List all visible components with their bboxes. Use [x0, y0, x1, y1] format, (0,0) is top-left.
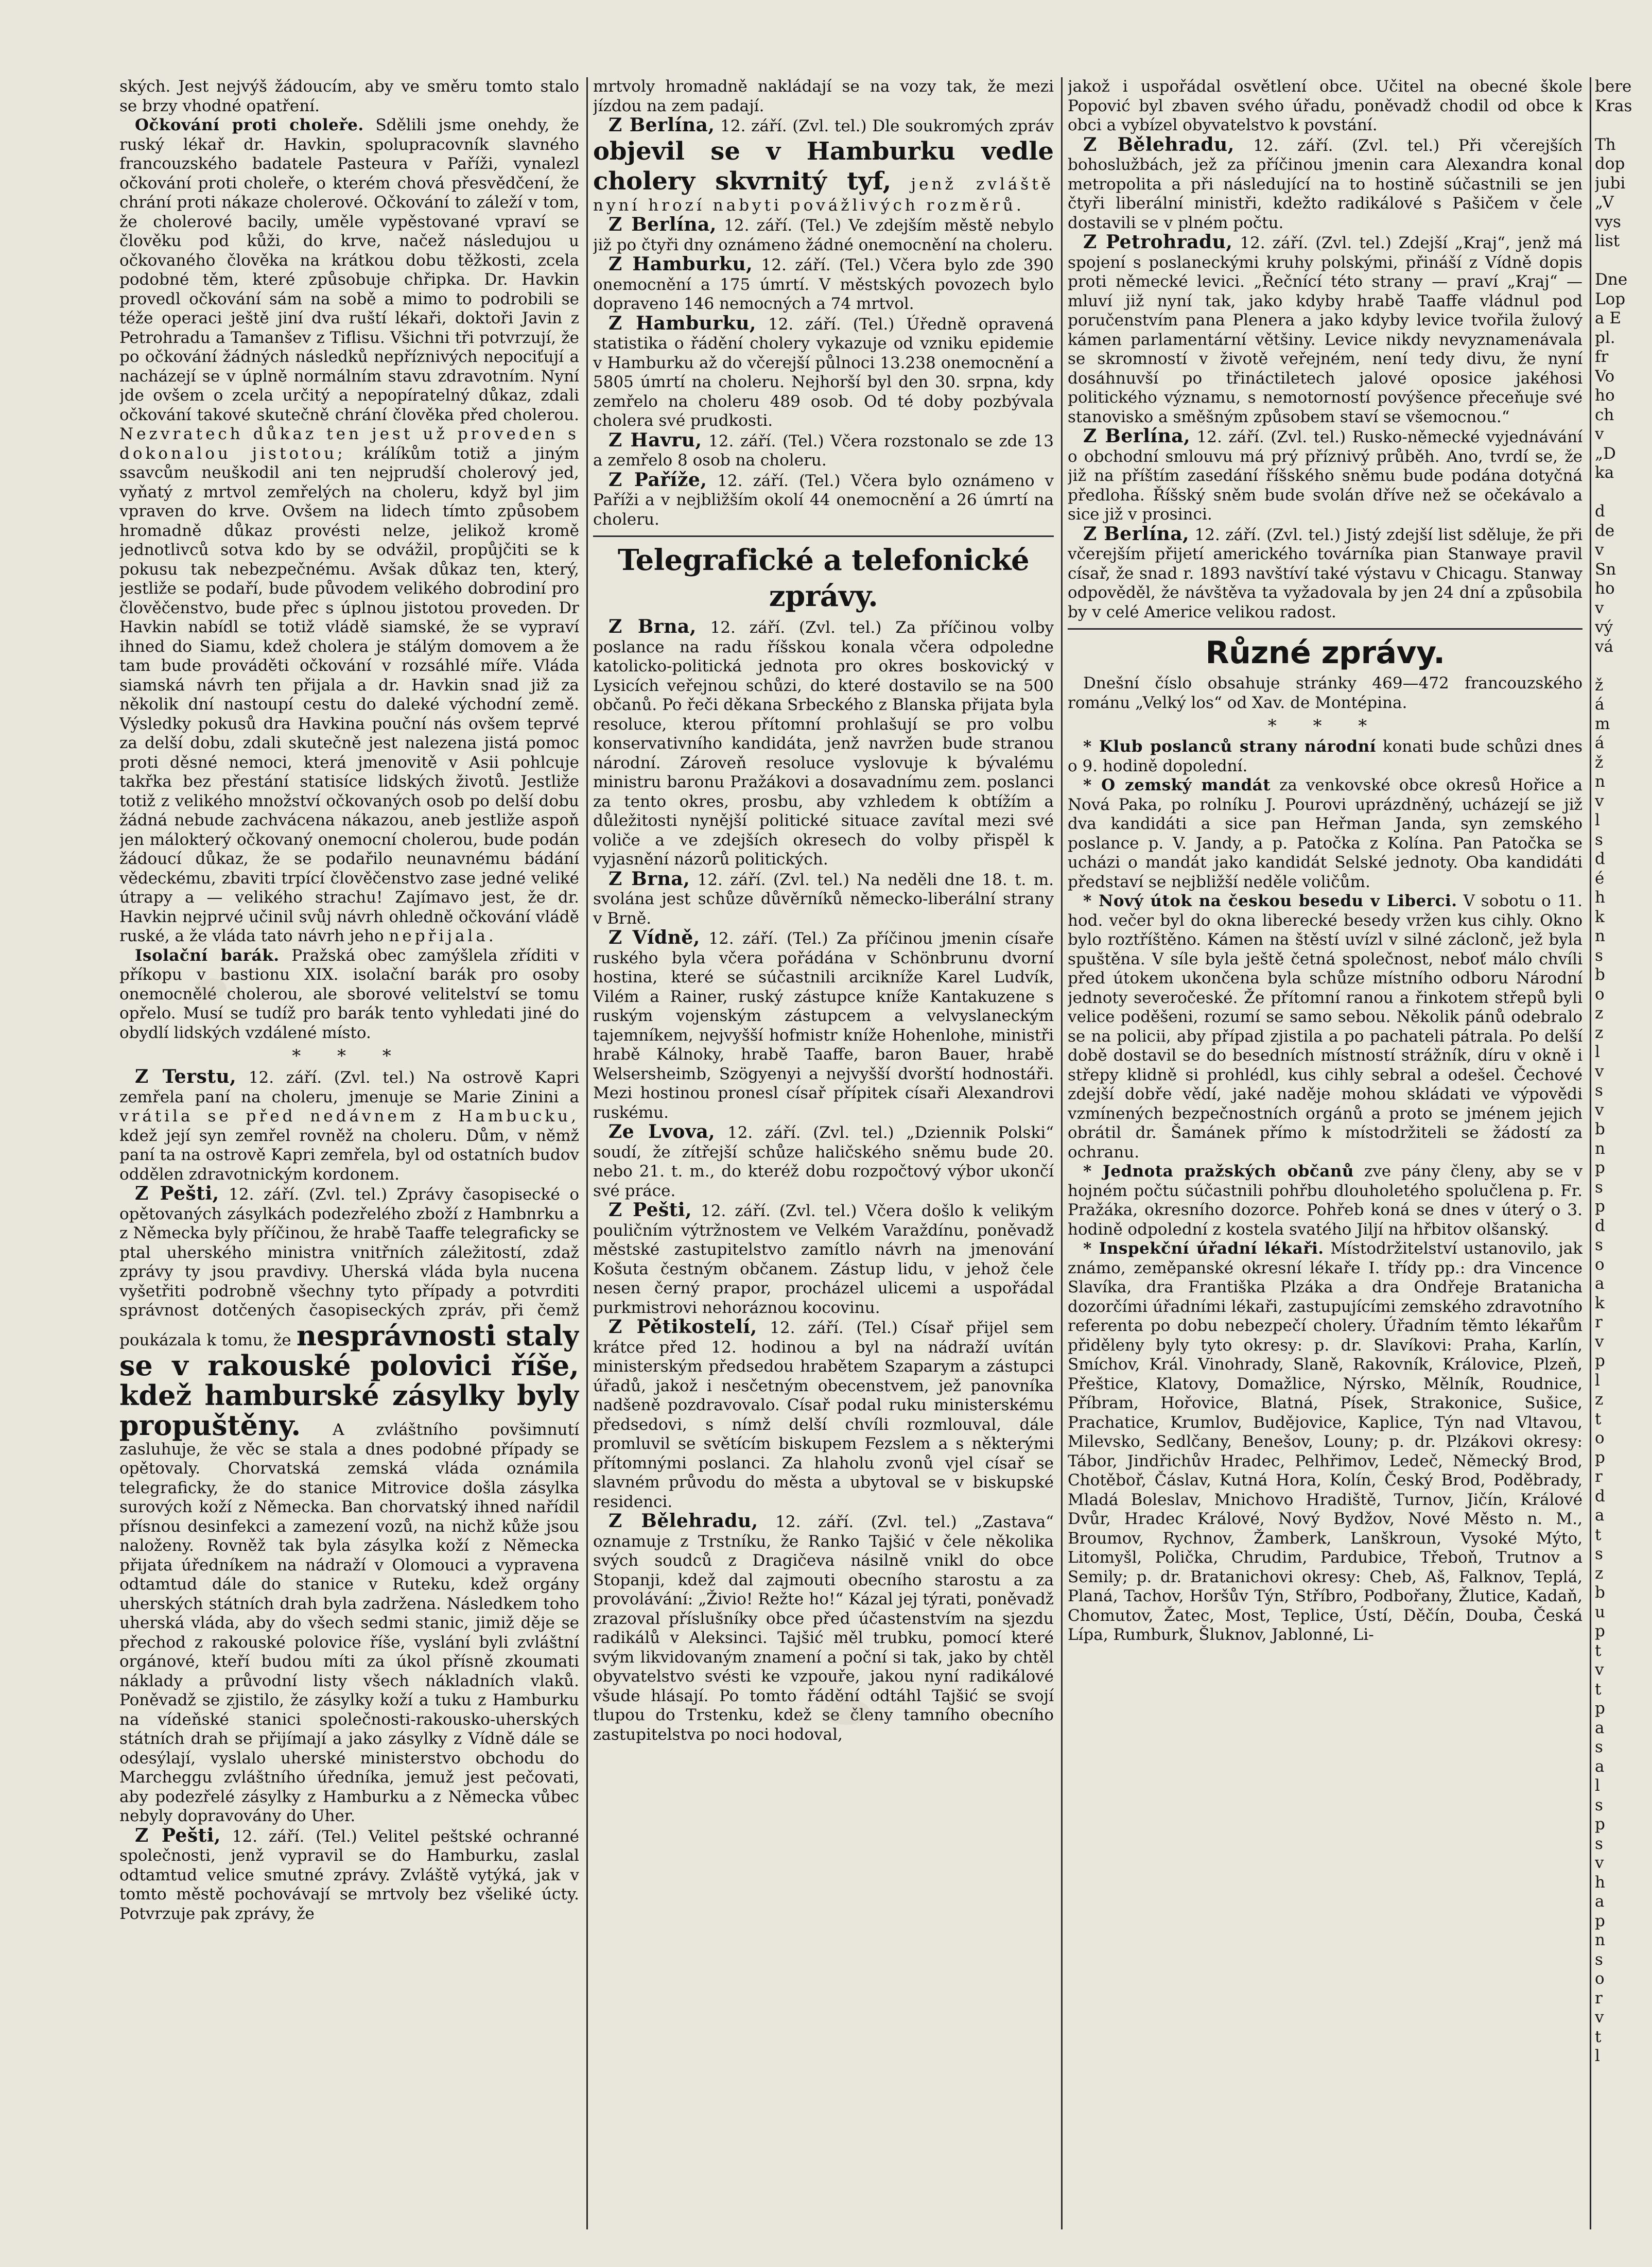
edge-fragment: h [1595, 1873, 1605, 1892]
dispatch-text: 12. září. (Tel.) Velitel peštské ochranné společnosti, jenž vypravil se do Hamburku, zaslal odtamtud velice smutné zprávy. Zvláště vytýká, jak v tomto městě pochovávají se mrtvoly bez všeliké úcty. Potvrzuje pak zprávy, že [119, 1827, 579, 1923]
article-ockovani [119, 116, 579, 946]
edge-fragment: t [1595, 2027, 1602, 2046]
edge-fragment: k [1595, 1293, 1605, 1312]
article-text: Pražská obec zamýšlela zříditi v příkopu v bastionu XIX. isolační barák pro osoby onemocnělé cholerou, ale sborové velitelství se tomu opřelo. Musí se tudíž pro barák tento vyhledati jiné do obydlí lidských vzdálené místo. [119, 946, 579, 1042]
article-isolacni [119, 946, 579, 1043]
edge-fragment [1595, 656, 1652, 676]
edge-fragment: v [1595, 791, 1604, 810]
edge-fragment: p [1595, 1699, 1605, 1718]
article-text: králíkům totiž a jiným ssavcům neuškodil ani ten nejprudší cholerový jed, vyňatý z mrtvol zemřelých na choleru, když byl jim vpraven do krve. Ovšem na lidech tímto způsobem hromadně důkaz provésti nelze, jelikož kromě jednotlivců sotva kdo by se odvážil, propůjčiti se k pokusu tak nebezpečnému. Avšak důkaz ten, který, jestliže se podaří, bude původem velikého dobrodiní pro člověčenstvo, bude přec s úplnou jistotou proveden. Dr Havkin nabídl se totiž vládě siamské, že se vypraví ihned do Siamu, kdež cholera je stálým domovem a že tam bude prováděti očkování v rozsáhlé míře. Vláda siamská návrh ten přijala a dr. Havkin snad již za několik dní nastoupí cestu do daleké východní země. Výsledky pokusů dra Havkina pouční nás ovšem teprvé za delší dobu, zdali skutečně jest nalezena jistá pomoc proti děsné nemoci, která jmenovitě v Asii pohlcuje takřka bez přestání statisíce lidských životů. Jestliže totiž z velikého množství očkovaných osob po delší dobu žádná nebude zachvácena nákazou, aneb jestliže aspoň jen málokterý očkovaný onemocní cholerou, bude podán žádoucí důkaz, že se podařilo neunavnému bádání vědeckému, zbaviti trpící člověčenstvo zase jedné veliké útrapy a — velikého strachu! Zajímavo jest, že dr. Havkin nejprvé učinil svůj návrh ohledně očkování vládě ruské, a že vláda tato návrh jeho [119, 444, 579, 945]
edge-fragment: o [1595, 984, 1605, 1003]
article-text: Sdělili jsme onehdy, že ruský lékař dr. Havkin, spolupracovník slavného francouzského badatele Pasteura v Paříži, vynalezl očkování proti choleře, o kterém chová přesvědčení, že chrání proti nákaze cholerové. Očkování to záleží v tom, že cholerové bacily, uměle vypěstované vpraví se člověku pod kůži, do krve, načež následujou u očkovaného člověka na krátkou dobu těžkosti, zcela podobné těm, které způsobuje chřipka. Dr. Havkin provedl očkování sám na sobě a mimo to podrobili se téže operaci ještě jiní dva ruští lékaři, doktoři Javin z Petrohradu a Tamanšev z Tiflisu. Všichni tři potvrzují, že po očkování žádných následků nepříznivých nepociťují a nacházejí se v úplně normálním stavu zdravotním. Nyní jde ovšem o zcela určitý a nepopíratelný důkaz, zdali očkování takové skutečně chrání člověka před cholerou. [119, 116, 579, 424]
dispatch-text: A zvláštního povšimnutí zasluhuje, že věc se stala a dnes podobné případy se opětovaly. Chorvatská zemská vláda oznámila telegraficky, že do stanice Mitrovice došla zásylka surových koží z Německa. Ban chorvatský ihned nařídil přísnou desinfekci a zamezení vozů, na nichž kůže jsou naloženy. Rovněž tak byla zásylka koží z Německa přijata úředníkem na nádraží v Olomouci a vypravena odtamtud dále do stanice v Ruteku, kdež orgány uherských státních drah byla zadržena. Následkem toho uherská vláda, aby do všech sedmi stanic, jimiž děje se přechod z rakouské polovice říše, vyslání byli zvláštní orgánové, kteří budou míti za úkol přísně zkoumati náklady a průvodní listy všech nákladních vlaků. Poněvadž se zjistilo, že zásylky koží a tuku z Hamburku na vídeňské stanici společnosti-rakousko-uherských státních drah se přijímají a jako zásylky z Vídně dále se odesýlají, vyslalo uherské ministerstvo obchodu do Marcheggu zvláštního úředníka, jemuž jest pečovati, aby podezřelé zásylky z Hamburku a z Německa vůbec nebyly dopravovány do Uher. [119, 1420, 579, 1825]
dispatch-text: 12. září. (Zvl. tel.) Na neděli dne 18. t. m. svolána jest schůze důvěrníků německo-liberální strany v Brně. [593, 870, 1054, 928]
edge-fragment: s [1595, 1738, 1603, 1756]
dispatch-pest-2 [119, 1826, 579, 1924]
edge-fragment: m [1595, 714, 1610, 733]
edge-fragment: Kras [1595, 96, 1632, 115]
edge-fragment: r [1595, 1467, 1603, 1486]
news-heading: * O zemský mandát [1083, 776, 1271, 794]
edge-fragment: u [1595, 1602, 1605, 1621]
dispatch-text: 12. září. (Zvl. tel.) Jistý zdejší list sděluje, že při včerejším přijetí amerického továrníka pian Stanwaye pravil císař, že snad r. 1893 navštíví také výstavu v Chicagu. Stanway odpověděl, že návštěva ta vyžadovala by jen 24 dní a způsobila by v celé Americe velikou radost. [1068, 525, 1583, 621]
edge-fragment: „D [1595, 444, 1616, 463]
dateline: Z Brna, [608, 616, 697, 637]
dispatch-text: 12. září. (Zvl. tel.) „Dziennik Polski“ soudí, že zítřejší schůze haličského sněmu bude 20. nebo 21. t. m., do kteréž dobu rozpočtový výbor ukončí své práce. [593, 1123, 1054, 1200]
edge-fragment: Lop [1595, 289, 1626, 308]
column-rule-1 [586, 77, 588, 2229]
edge-fragment: r [1595, 1313, 1603, 1331]
edge-fragment: t [1595, 1525, 1602, 1544]
edge-fragment: ho [1595, 386, 1615, 405]
dispatch-text: 12. září. (Tel.) Za příčinou jmenin císaře ruského byla včera pořádána v Schönbrunu dvorní hostina, které se súčastnili arcikníže Karel Ludvík, Vilém a Rainer, ruský zástupce kníže Kantakuzene s ruským vojenským zástupcem a velvyslaneckým tajemníkem, nejvyšší hofmistr kníže Hohenlohe, ministři hrabě Kálnoky, hrabě Taaffe, baron Bauer, hrabě Welsersheimb, Szögyenyi a nejvyšší dvorští hodnostáři. Mezi hostinou pronesl císař přípitek císaři Alexandrovi ruskému. [593, 929, 1054, 1122]
edge-fragment: z [1595, 1564, 1604, 1583]
edge-fragment: v [1595, 1660, 1604, 1679]
edge-fragment: ch [1595, 405, 1614, 424]
edge-fragment: t [1595, 1680, 1602, 1699]
notice-roman: Dnešní číslo obsahuje stránky 469—472 francouzského románu „Velký los“ od Xav. de Montépina. [1068, 674, 1583, 712]
edge-fragment: Sn [1595, 560, 1616, 579]
news-lekari [1068, 1239, 1583, 1645]
edge-fragment: v [1595, 425, 1604, 443]
column-rule-3 [1590, 77, 1591, 2229]
dispatch-text: 12. září. (Zvl. tel.) Zprávy časopisecké o opětovaných zásylkách podezřelého zboží z Hambnrku a z Německa byly příčinou, že hrabě Taaffe telegraficky se ptal uherského ministra vnitřních záležitostí, zdaž zprávy ty jsou pravdivy. Uherská vláda byla nucena vyšetřiti podrobně všechny tyto případy a potvrditi správnost dotčených časopiseckých zpráv, při čemž poukázala k tomu, že [119, 1185, 579, 1349]
edge-fragment: n [1595, 927, 1605, 945]
dateline: Z Hamburku, [608, 312, 756, 334]
edge-fragment [1595, 116, 1652, 135]
dateline: Z Bělehradu, [608, 1510, 758, 1532]
spaced-text: vrátila se před nedávnem z Hambucku, [119, 1107, 579, 1126]
news-klub [1068, 737, 1583, 776]
edge-fragment: a [1595, 1274, 1605, 1293]
edge-fragment: s [1595, 830, 1603, 849]
edge-fragment: é [1595, 869, 1605, 888]
column-rule-2 [1061, 77, 1063, 2229]
edge-fragment: z [1595, 1023, 1604, 1042]
edge-fragment: t [1595, 1641, 1602, 1660]
edge-fragment: de [1595, 521, 1615, 540]
edge-fragment: n [1595, 1139, 1605, 1158]
section-stars: * * * [1267, 716, 1383, 736]
dateline: Z Pešti, [608, 1199, 692, 1221]
dateline: Z Terstu, [135, 1066, 237, 1087]
edge-fragment: z [1595, 1390, 1604, 1409]
dateline: Z Pešti, [135, 1183, 219, 1204]
dispatch-text: 12. září. (Tel.) Ve zdejším městě nebylo již po čtyři dny oznámeno žádné onemocnění na choleru. [593, 216, 1054, 254]
edge-fragment: s [1595, 946, 1603, 965]
spaced-text: jenž zvláště nyní hrozí nabyti povážlivých rozměrů. [593, 175, 1054, 215]
edge-fragment: v [1595, 1332, 1604, 1351]
dispatch-text: 12. září. (Tel.) Úředně opravená statistika o řádění cholery vykazuje od vzniku epidemie v Hamburku až do včerejší půlnoci 13.238 onemocnění a 5805 úmrtí na choleru. Nejhorší byl den 30. srpna, kdy zemřelo na choleru 489 osob. Od té doby pozbývala cholera své prudkosti. [593, 315, 1054, 430]
dispatch-belehrad-2 [1068, 135, 1583, 233]
dispatch-petrohrad [1068, 233, 1583, 427]
section-rule [593, 535, 1054, 537]
dispatch-text: 12. září. (Zvl. tel.) Za příčinou volby poslance na radu říšskou konala včera odpoledne katolicko-politická jednota pro okres boskovický v Lysicích veřejnou schůzi, do které dostavilo se na 500 občanů. Po řeči děkana Srbeckého z Blanska přijata byla resoluce, kterou přítomní prohlašují se pro volbu konservativního kandidáta, jenž navržen bude stranou národní. Zároveň resoluce vyslovuje k bývalému ministru baronu Pražákovi a dosavadnímu zem. poslanci za tento okres, prosbu, aby vzhledem k obtížím a důležitosti nynější politické situace zavítal mezi své voliče a ve zdejších okresech do volby přispěl k vyjasnění názorů politických. [593, 618, 1054, 869]
column-1 [119, 77, 579, 2229]
edge-fragment: l [1595, 2047, 1600, 2065]
edge-fragment: Vo [1595, 367, 1615, 386]
edge-fragment: á [1595, 695, 1605, 714]
edge-fragment: p [1595, 1911, 1605, 1930]
news-text: konati bude schůzi dnes o 9. hodině dopolední. [1068, 737, 1583, 775]
edge-fragment: h [1595, 888, 1605, 907]
dateline: Ze Lvova, [608, 1121, 716, 1143]
edge-fragment: bere [1595, 77, 1632, 96]
article-continuation: mrtvoly hromadně nakládají se na vozy tak, že mezi jízdou na zem padají. [593, 77, 1054, 115]
dispatch-belehrad-1 [593, 1512, 1054, 1744]
edge-fragment: a [1595, 1718, 1605, 1737]
dispatch-terst [119, 1067, 579, 1184]
edge-fragment: a E [1595, 309, 1621, 327]
dateline: Z Petrohradu, [1083, 231, 1233, 253]
dateline: Z Berlína, [608, 114, 715, 136]
edge-fragment: ž [1595, 753, 1604, 772]
edge-fragment: ka [1595, 463, 1614, 482]
news-heading: * Jednota pražských občanů [1083, 1162, 1354, 1181]
dispatch-text: 12. září. (Zvl. tel.) Dle soukromých zpráv [715, 117, 1054, 135]
edge-fragment: d [1595, 850, 1605, 868]
edge-fragment: á [1595, 734, 1605, 752]
dispatch-text: 12. září. (Zvl. tel.) „Zastava“ oznamuje z Trstníku, že Ranko Tajšić v čele několika svých soudců z Dragičeva násilně vnikl do obce Stopanji, kdež dal zajmouti obecního starostu a za provolávání: „Živio! Režte ho!“ Kázal jej týrati, poněvadž zrazoval příslušníky obce před účastenstvím na sjezdu radikálů v Aleksinci. Tajšić měl trubku, pomocí které svým likvidovaným znamení a poční si tak, jako by chtěl obyvatelstvo svésti ke vzpouře, jakou nyní radikálové všude hlásají. Po tomto řádění odtáhl Tajšić se svojí tlupou do Trstenku, kdež se členy tamního obecního zastupitelstva po noci hodoval, [593, 1513, 1054, 1744]
edge-fragment [1595, 483, 1652, 503]
edge-fragment: v [1595, 598, 1604, 617]
dateline: Z Pětikostelí, [608, 1316, 757, 1338]
edge-fragment: v [1595, 1854, 1604, 1872]
edge-fragment: jubi [1595, 174, 1626, 193]
dispatch-berlin-4 [1068, 525, 1583, 622]
edge-fragment: „V [1595, 193, 1614, 212]
dispatch-havr [593, 431, 1054, 471]
dispatch-berlin-3 [1068, 427, 1583, 525]
edge-fragment: d [1595, 1216, 1605, 1235]
edge-fragment: s [1595, 1795, 1603, 1814]
edge-fragment: vys [1595, 212, 1621, 231]
dateline: Z Pešti, [135, 1824, 221, 1846]
edge-fragment: ž [1595, 676, 1604, 695]
edge-fragment: p [1595, 1622, 1605, 1640]
dateline: Z Vídně, [608, 927, 700, 948]
dispatch-text: kdež její syn zemřel rovněž na choleru. Dům, v němž paní ta na ostrově Kapri zemřela, byl od ostatních budov oddělen zdravotnickým kordonem. [119, 1126, 579, 1184]
edge-fragment: s [1595, 1834, 1603, 1853]
paper-stain [196, 978, 227, 999]
article-continuation: jakož i uspořádal osvětlení obce. Učitel na obecné škole Popović byl zbaven svého úřadu, poněvadž chodil od obce k obci a vybízel obyvatelstvo k povstání. [1068, 77, 1583, 134]
dateline: Z Paříže, [608, 469, 707, 491]
edge-fragment: o [1595, 1969, 1605, 1988]
dispatch-viden [593, 928, 1054, 1122]
dispatch-brno-2 [593, 870, 1054, 929]
edge-fragment: p [1595, 1352, 1605, 1370]
bold-headline-text: objevil se v Hamburku vedle cholery skvrnitý tyf, [593, 136, 1054, 196]
dispatch-brno-1 [593, 617, 1054, 870]
section-title-telegraficke: Telegrafické a telefonické zprávy. [617, 543, 1030, 613]
news-heading: * Nový útok na českou besedu v Liberci. [1083, 892, 1457, 910]
edge-fragment: s [1595, 1950, 1603, 1969]
dispatch-pest-3 [593, 1201, 1054, 1318]
dispatch-text: 12. září. (Zvl. tel.) Zdejší „Kraj“, jenž má spojení s poslaneckými kruhy polskými, přináší z Vídně dopis proti německé levici. „Řečnící této strany — praví „Kraj“ — mluví již nyní tak, jako kdyby hrabě Taaffe vládnul pod poručenstvím pana Plenera a jako kdyby levice tvořila žulový kámen parlamentární většiny. Levice nikdy nevyznamenávala se skromností v životě veřejném, není tedy divu, že nyní dosáhnuvší po třináctiletech jalové oposice jakéhosi politického významu, s nemotorností povýšence přeceňuje své stanovisko a směšným způsobem staví se všemocnou.“ [1068, 234, 1583, 426]
edge-fragment: s [1595, 1545, 1603, 1563]
article-heading: Očkování proti choleře. [135, 116, 364, 134]
dateline: Z Havru, [608, 429, 702, 451]
column-2 [593, 77, 1054, 2229]
edge-fragment: l [1595, 1043, 1600, 1061]
edge-fragment: v [1595, 1062, 1604, 1081]
column-3 [1068, 77, 1583, 2229]
edge-fragment: d [1595, 1486, 1605, 1505]
edge-fragment [1595, 251, 1652, 271]
dispatch-lvov [593, 1122, 1054, 1201]
news-heading: * Klub poslanců strany národní [1083, 737, 1377, 756]
section-rule [1068, 628, 1583, 630]
dateline: Z Berlína, [608, 214, 717, 235]
dispatch-text: 12. září. (Tel.) Včera bylo oznámeno v Paříži a v nejbližším okolí 44 onemocnění a 26 úmrtí na choleru. [593, 471, 1054, 529]
dispatch-berlin-2 [593, 215, 1054, 255]
edge-fragment: vá [1595, 637, 1613, 656]
edge-fragment: a [1595, 1892, 1605, 1911]
edge-fragment: t [1595, 1409, 1602, 1428]
dispatch-text: 12. září. (Zvl. tel.) Při včerejších bohoslužbách, jež za příčinou jmenin cara Alexandra konal metropolita a při následující na to hostině súčastnili se jen čtyři liberální ministři, kdežto radikálové s Pašičem v čele dostavili se v plném počtu. [1068, 136, 1583, 232]
dateline: Z Berlína, [1083, 523, 1190, 545]
edge-fragment: ho [1595, 579, 1615, 598]
edge-fragment: fr [1595, 348, 1609, 366]
dispatch-berlin-1 [593, 116, 1054, 215]
edge-fragment: Th [1595, 135, 1616, 154]
dispatch-text: 12. září. (Tel.) Včera bylo zde 390 onemocnění a 175 úmrtí. V městských povozech bylo dopraveno 146 nemocných a 74 mrtvol. [593, 256, 1054, 313]
edge-fragment: list [1595, 232, 1620, 250]
dateline: Z Berlína, [1083, 425, 1191, 447]
dispatch-text: 12. září. (Zvl. tel.) Na ostrově Kapri zemřela paní na choleru, jmenuje se Marie Zinini a [119, 1068, 579, 1106]
edge-fragment: Dne [1595, 270, 1628, 289]
dispatch-text: 12. září. (Zvl. tel.) Včera došlo k velikým pouličním výtržnostem ve Velkém Varaždínu, poněvadž městské zastupitelstvo zamítlo návrh na jmenování Košuta čestným občanem. Zástup lidu, v jehož čele nesen černý prapor, procházel ulicemi a uspořádal purkmistrovi nehoráznou kocovinu. [593, 1202, 1054, 1317]
edge-fragment: b [1595, 1120, 1605, 1138]
news-text: Místodržitelství ustanovilo, jak známo, zeměpanské okresní lékaře I. třídy pp.: dra Vincence Slavíka, dra Františka Plzáka a dra Ondřeje Bratanicha dozorčími úřadními lékaři, zastupujícími zemského zdravotního referenta po dobu nebezpečí cholery. Úřadním těmto lékařům přiděleny byly tyto okresy: p. dr. Slavíkovi: Praha, Karlín, Smíchov, Král. Vinohrady, Slaně, Rakovník, Královice, Plzeň, Přeštice, Klatovy, Domažlice, Nýrsko, Mělník, Roudnice, Příbram, Hořovice, Blatná, Písek, Strakonice, Sušice, Prachatice, Krumlov, Budějovice, Kaplice, Týn nad Vltavou, Milevsko, Sedlčany, Benešov, Louny; p. dr. Plzákovi okresy: Tábor, Jindřichův Hradec, Pelhřimov, Ledeč, Německý Brod, Chotěboř, Čáslav, Kutná Hora, Kolín, Český Brod, Poděbrady, Mladá Boleslav, Mnichovo Hradiště, Turnov, Jičín, Králové Dvůr, Hradec Králové, Nový Bydžov, Nové Město n. M., Broumov, Rychnov, Žamberk, Lanškroun, Vysoké Mýto, Litomyšl, Polička, Chrudim, Pardubice, Třeboň, Trutnov a Semily; p. dr. Bratanichovi okresy: Cheb, Aš, Falknov, Teplá, Planá, Tachov, Horšův Týn, Stříbro, Podbořany, Žlutice, Kadaň, Chomutov, Žatec, Most, Teplice, Ústí, Děčín, Douba, Česká Lípa, Rumburk, Šluknov, Jablonné, Li- [1068, 1239, 1583, 1644]
edge-fragment: a [1595, 1757, 1605, 1776]
edge-fragment: p [1595, 1448, 1605, 1467]
edge-fragment: vý [1595, 618, 1613, 636]
edge-fragment: l [1595, 1776, 1600, 1795]
news-text: V sobotu o 11. hod. večer byl do okna liberecké besedy vržen kus cihly. Okno bylo roztříštěno. Kámen na štěstí uvízl v silné záclonč, jež byla spuštěna. V síle byla ještě četná společnost, neboť málo chvíli před útokem ukončena byla schůze místního odboru Národní jednoty severočeské. Že přítomní ranou a řinkotem střepů byli velice poděšeni, rozumí se samo sebou. Několik pánů odebralo se na policii, aby případ zjistila a po pachateli pátrala. Po delší době dostavil se do besedních místností strážník, díru v okně i střepy klidně si prohlédl, kus cihly sebral a odešel. Čechové zdejší dobře vědí, jaké naděje mohou skládati ve výpovědi vzmínených bezpečnostních orgánů a proto se jménem jejich obrátil dr. Šamánek přímo k místodržiteli se žádostí za ochranu. [1068, 892, 1583, 1162]
edge-fragment: p [1595, 1197, 1605, 1216]
news-text: za venkovské obce okresů Hořice a Nová Paka, po rolníku J. Pourovi uprázdněný, ucházejí se již dva kandidáti a sice pan Heřman Janda, syn zemského poslance p. V. Jandy, a p. Patočka z Kolína. Pan Patočka se ucházi o mandát jako kandidát Selské jednoty. Oba kandidáti představí se nejbližší neděle voličům. [1068, 776, 1583, 891]
article-heading: Isolační barák. [135, 946, 280, 965]
edge-fragment: o [1595, 1255, 1605, 1274]
edge-fragment: l [1595, 1371, 1600, 1390]
article-continuation: ských. Jest nejvýš žádoucím, aby ve směru tomto stalo se brzy vhodné opatření. [119, 77, 579, 115]
edge-fragment: z [1595, 1004, 1604, 1023]
edge-fragment: r [1595, 1988, 1603, 2008]
dispatch-text: 12. září. (Tel.) Včera rozstonalo se zde 13 a zemřelo 8 osob na choleru. [593, 431, 1054, 470]
dateline: Z Bělehradu, [1083, 133, 1234, 155]
edge-fragment: a [1595, 1506, 1605, 1525]
edge-fragment: dop [1595, 154, 1625, 173]
edge-fragment: v [1595, 1100, 1604, 1119]
edge-fragment: v [1595, 541, 1604, 559]
paper-stain [824, 1699, 870, 1725]
news-liberec [1068, 892, 1583, 1162]
dispatch-hamburk-1 [593, 255, 1054, 314]
section-title-ruzne: Různé zprávy. [1205, 635, 1445, 671]
spaced-text: nepřijala. [389, 927, 497, 945]
edge-fragment: s [1595, 1081, 1603, 1100]
dispatch-pariz [593, 471, 1054, 530]
section-stars: * * * [292, 1046, 407, 1066]
news-text: zve pány členy, aby se v hojném počtu súčastnili pohřbu dlouholetého spolučlena p. Fr. Pražáka, okresního dozorce. Pohřeb koná se dnes v úterý o 3. hodině odpolední z kostela svatého Jiljí na hřbitov olšanský. [1068, 1162, 1583, 1239]
edge-fragment: n [1595, 772, 1605, 791]
dateline: Z Brna, [608, 868, 690, 890]
adjacent-page-edge [1595, 77, 1652, 2229]
edge-fragment: n [1595, 1931, 1605, 1949]
edge-fragment: s [1595, 1236, 1603, 1254]
edge-fragment: b [1595, 965, 1605, 984]
news-mandat [1068, 776, 1583, 892]
edge-fragment: pl. [1595, 328, 1615, 347]
edge-fragment: p [1595, 1158, 1605, 1177]
dispatch-petikosteli [593, 1318, 1054, 1512]
news-heading: * Inspekční úřadní lékaři. [1083, 1239, 1324, 1258]
bold-headline-text: nesprávnosti staly se v rakouské polovici říše, kdež hamburské zásylky byly propuštěny. [119, 1319, 579, 1442]
edge-fragment: p [1595, 1815, 1605, 1833]
edge-fragment: d [1595, 502, 1605, 521]
dispatch-pest-1 [119, 1184, 579, 1826]
spaced-text: Nezvratech důkaz ten jest už proveden s dokonalou jistotou; [119, 425, 579, 463]
edge-fragment: l [1595, 811, 1600, 829]
edge-fragment: b [1595, 1583, 1605, 1602]
edge-fragment: o [1595, 1429, 1605, 1447]
dispatch-text: 12. září. (Tel.) Císař přijel sem krátce před 12. hodinou a byl na nádraží uvítán ministerským předsedou hrabětem Szaparym a zástupci úřadů, jakož i nesčetným obecenstvem, jež panovníka nadšeně pozdravovalo. Císař podal ruku ministerskému předsedovi, s nímž delší chvíli rozmlouval, dále promluvil se světícím biskupem Fezslem a s některými přítomnými poslanci. Za hlaholu zvonů vjel císař se slavném průvodu do města a ubytoval se v biskupské residenci. [593, 1319, 1054, 1511]
news-jednota [1068, 1162, 1583, 1239]
dispatch-hamburk-2 [593, 314, 1054, 431]
dateline: Z Hamburku, [608, 253, 753, 275]
edge-fragment: s [1595, 1178, 1603, 1197]
edge-fragment: k [1595, 907, 1605, 926]
edge-fragment: v [1595, 2008, 1604, 2027]
dispatch-text: 12. září. (Zvl. tel.) Rusko-německé vyjednávání o obchodní smlouvu má prý příznivý průběh. Ano, tvrdí se, že již na příštím zasedání říšského sněmu bude podána dotyčná předloha. Říšský sněm bude svolán dříve než se očekávalo a sice již v prosinci. [1068, 428, 1583, 524]
